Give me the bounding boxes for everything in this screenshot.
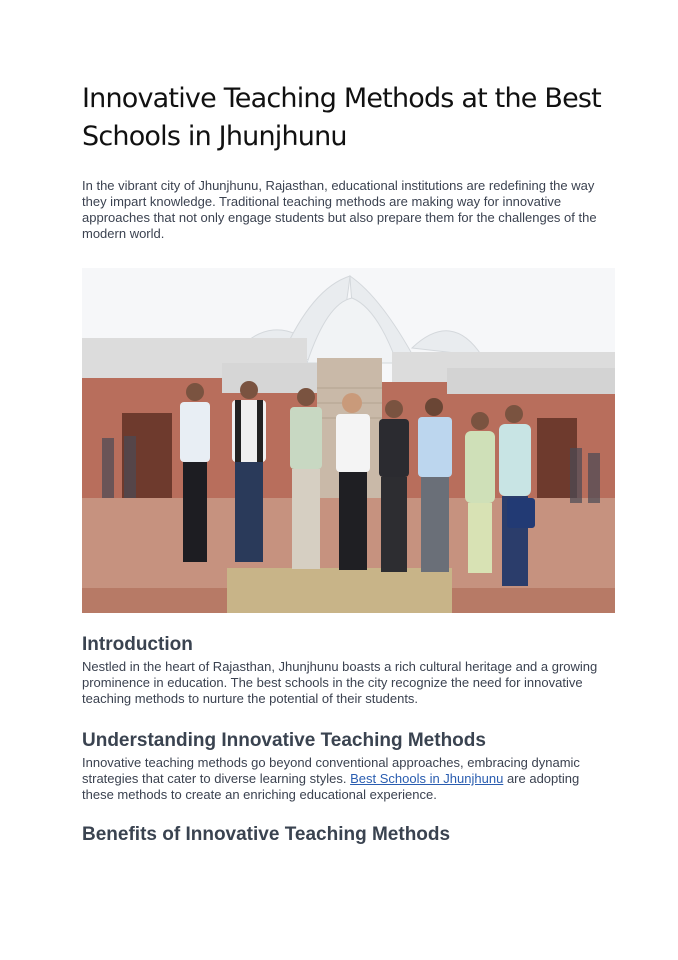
introduction-paragraph: Nestled in the heart of Rajasthan, Jhunjhunu boasts a rich cultural heritage and a growing prominence in education. The best schools in the city recognize the need for innovative teaching methods to nurture the potential of their students. — [82, 659, 598, 706]
understanding-text-after: are adopting these methods to create an enriching educational experience. — [82, 771, 580, 802]
understanding-text-before: Innovative teaching methods go beyond conventional approaches, embracing dynamic strategies that cater to diverse learning styles. — [82, 755, 580, 786]
understanding-heading: Understanding Innovative Teaching Methods — [82, 730, 486, 751]
intro-paragraph: In the vibrant city of Jhunjhunu, Rajasthan, educational institutions are redefining the way they impart knowledge. Traditional teaching methods are making way for innovative approaches that not only engage students but also prepare them for the challenges of the modern world. — [82, 178, 597, 241]
benefits-heading: Benefits of Innovative Teaching Methods — [82, 824, 451, 845]
best-schools-link[interactable]: Best Schools in Jhunjhunu — [350, 771, 504, 786]
group-photo — [82, 268, 615, 613]
page-title: Innovative Teaching Methods at the Best Schools in Jhunjhunu — [82, 83, 601, 152]
introduction-heading: Introduction — [82, 634, 193, 655]
understanding-paragraph — [82, 755, 610, 803]
